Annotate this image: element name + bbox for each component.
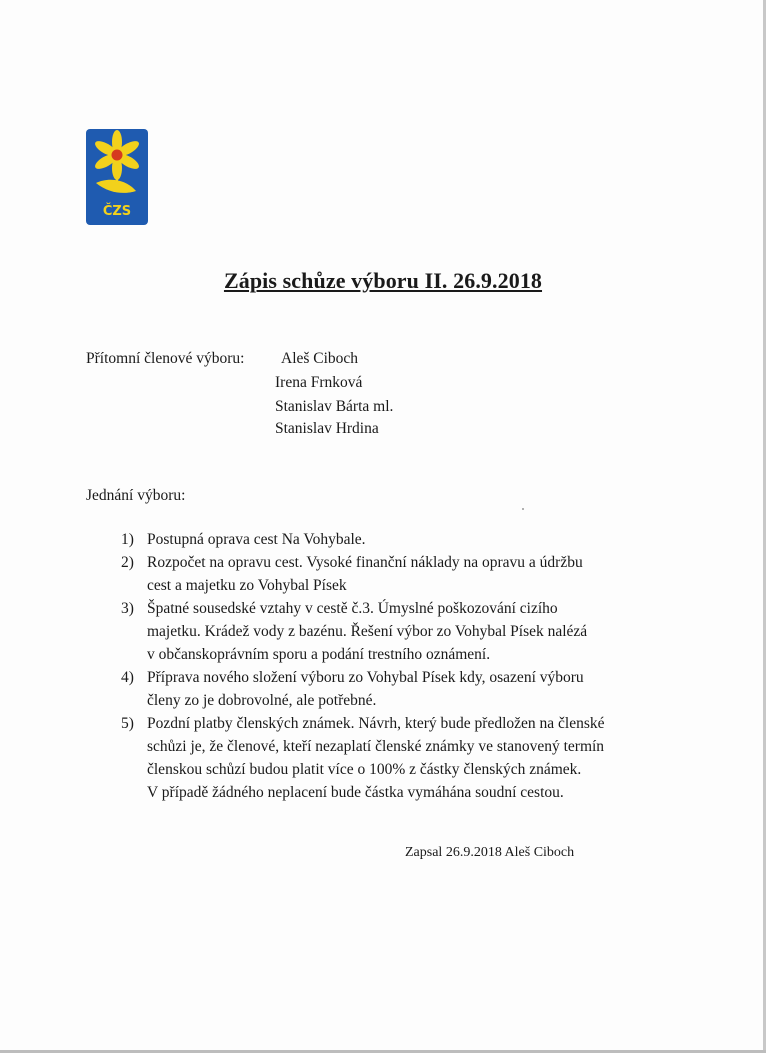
agenda-item-number: 4) [121,669,134,686]
member-name: Irena Frnková [275,374,363,391]
agenda-item-line: Pozdní platby členských známek. Návrh, který bude předložen na členské [147,715,605,732]
signature: Zapsal 26.9.2018 Aleš Ciboch [405,845,575,860]
agenda-item-line: schůzi je, že členové, kteří nezaplatí členské známky ve stanovený termín [147,738,605,755]
member-name: Aleš Ciboch [281,350,359,367]
page-title: Zápis schůze výboru II. 26.9.2018 [223,268,543,293]
agenda-item-line: Rozpočet na opravu cest. Vysoké finanční náklady na opravu a údržbu [147,554,583,571]
logo-text: ČZS [102,204,132,219]
agenda-item [121,666,661,712]
agenda-item-line: Příprava nového složení výboru zo Vohybal Písek kdy, osazení výboru [147,669,584,686]
agenda-item-line: Špatné sousedské vztahy v cestě č.3. Úmyslné poškozování cizího [147,600,558,617]
agenda-item [121,712,661,804]
member-name: Stanislav Bárta ml. [275,398,394,415]
agenda-item-number: 3) [121,600,134,617]
agenda-item-line: Postupná oprava cest Na Vohybale. [147,531,366,548]
agenda-item-line: V případě žádného neplacení bude částka vymáhána soudní cestou. [147,784,564,801]
agenda-list [121,528,661,804]
member-name: Stanislav Hrdina [275,420,379,437]
agenda-item-line: majetku. Krádež vody z bazénu. Řešení výbor zo Vohybal Písek nalézá [147,623,588,640]
agenda-item-line: členy zo je dobrovolné, ale potřebné. [147,692,377,709]
czs-logo [86,129,148,225]
agenda-item-line: v občanskoprávním sporu a podání trestního oznámení. [147,646,491,663]
agenda-item-line: členskou schůzí budou platit více o 100% z částky členských známek. [147,761,582,778]
agenda-item-number: 5) [121,715,134,732]
agenda-item-number: 1) [121,531,134,548]
agenda-item-number: 2) [121,554,134,571]
agenda-item [121,597,661,666]
agenda-item [121,551,661,597]
agenda-label: Jednání výboru: [86,487,186,504]
agenda-item [121,528,661,551]
members-label: Přítomní členové výboru: [86,350,245,367]
scan-speck [522,508,524,510]
agenda-item-line: cest a majetku zo Vohybal Písek [147,577,347,594]
